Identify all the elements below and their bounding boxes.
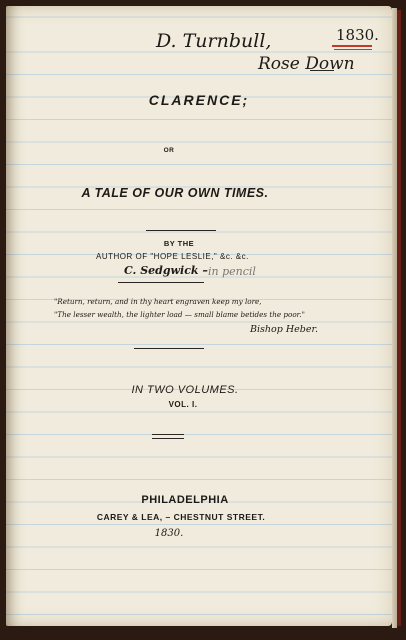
manuscript-page <box>6 6 392 626</box>
year-red-underline <box>332 45 372 47</box>
volumes: IN TWO VOLUMES. <box>131 384 239 396</box>
imprint-publisher: CAREY & LEA, – CHESTNUT STREET. <box>96 512 266 522</box>
by-the: BY THE <box>163 239 195 248</box>
owner-place: Rose Down <box>258 54 355 74</box>
epigraph-attribution: Bishop Heber. <box>250 324 318 335</box>
place-underline <box>310 70 334 71</box>
epigraph-line-2: "The lesser wealth, the lighter load — small blame betides the poor." <box>54 310 305 319</box>
pencil-note: in pencil <box>208 265 256 278</box>
owner-year: 1830. <box>336 26 379 44</box>
author-name: C. Sedgwick – <box>124 264 208 277</box>
imprint-year: 1830. <box>154 528 184 539</box>
book-title: CLARENCE; <box>148 92 250 108</box>
divider-top <box>146 230 216 231</box>
epigraph-line-1: "Return, return, and in thy heart engraven keep my lore, <box>54 297 262 306</box>
book-subtitle: A TALE OF OUR OWN TIMES. <box>81 186 269 200</box>
owner-name: D. Turnbull, <box>156 30 272 52</box>
divider-middle <box>134 348 204 349</box>
imprint-city: PHILADELPHIA <box>141 494 229 506</box>
cover-edge <box>397 10 401 626</box>
year-red-underline-2 <box>334 49 372 50</box>
volume-number: VOL. I. <box>168 400 198 409</box>
divider-lower-2 <box>152 438 184 439</box>
author-underline <box>118 282 204 283</box>
or-word: OR <box>163 147 175 154</box>
divider-lower-1 <box>152 434 184 435</box>
author-line: AUTHOR OF "HOPE LESLIE," &c. &c. <box>96 252 249 261</box>
